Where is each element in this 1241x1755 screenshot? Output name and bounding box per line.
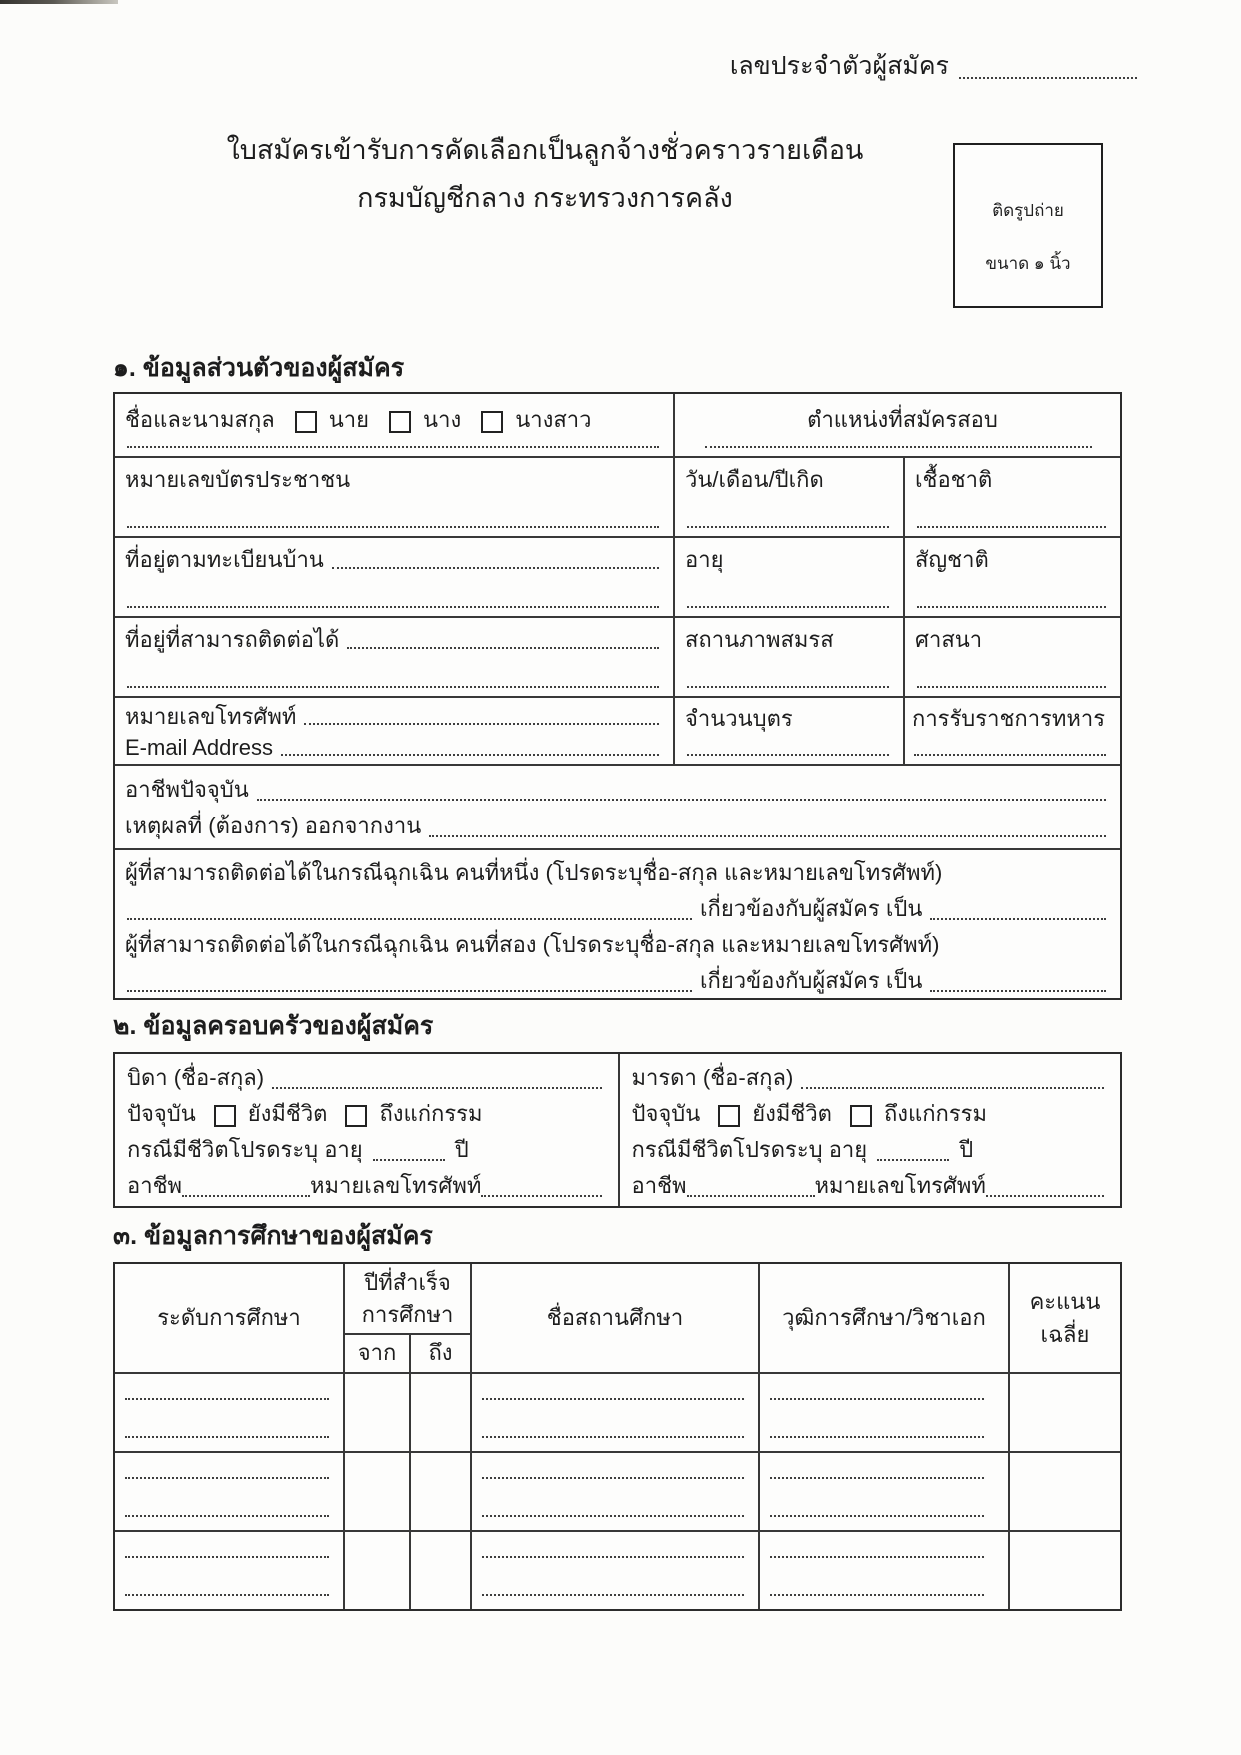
checkbox-miss[interactable]	[481, 411, 503, 433]
year-from-field[interactable]	[345, 1453, 409, 1530]
email-field[interactable]	[281, 754, 659, 756]
section1-heading: ๑. ข้อมูลส่วนตัวของผู้สมัคร	[113, 354, 405, 382]
father-deceased-checkbox[interactable]	[345, 1105, 367, 1127]
family-info-table	[113, 1052, 1122, 1208]
position-field[interactable]	[705, 446, 1092, 448]
applicant-number-line	[730, 46, 1137, 86]
relation2-field[interactable]	[930, 990, 1106, 992]
education-row	[115, 1451, 1120, 1530]
mother-status-label: ปัจจุบัน	[631, 1101, 701, 1126]
nationality-cell	[903, 538, 1120, 616]
birthdate-cell	[673, 458, 903, 536]
nationality-field[interactable]	[917, 606, 1106, 608]
table-row	[115, 536, 1120, 616]
form-title	[170, 126, 920, 222]
school-field[interactable]	[482, 1594, 744, 1596]
col-to-header: ถึง	[409, 1335, 470, 1372]
name-field[interactable]	[127, 446, 659, 448]
education-row	[115, 1530, 1120, 1609]
year-cell	[343, 1453, 470, 1530]
registered-address-field[interactable]	[332, 567, 659, 569]
age-field[interactable]	[687, 606, 889, 608]
col-level-header: ระดับการศึกษา	[157, 1304, 301, 1330]
father-phone-label: หมายเลขโทรศัพท์	[310, 1173, 482, 1198]
father-alive-label: ยังมีชีวิต	[247, 1101, 328, 1126]
education-body	[115, 1372, 1120, 1609]
marital-cell	[673, 618, 903, 696]
phone-field[interactable]	[304, 723, 659, 725]
race-label: เชื้อชาติ	[915, 467, 993, 492]
email-label: E-mail Address	[125, 735, 273, 760]
position-cell	[673, 394, 1120, 456]
personal-info-table	[113, 392, 1122, 1000]
level-field[interactable]	[125, 1515, 329, 1517]
contact-address-field[interactable]	[347, 647, 659, 649]
level-field[interactable]	[125, 1436, 329, 1438]
mother-alive-label: ยังมีชีวิต	[752, 1101, 832, 1126]
level-field[interactable]	[125, 1556, 329, 1558]
table-row	[115, 456, 1120, 536]
father-occupation-field[interactable]	[182, 1195, 310, 1197]
school-field[interactable]	[482, 1398, 744, 1400]
father-name-label: บิดา (ชื่อ-สกุล)	[127, 1065, 265, 1090]
contact-address-field-2[interactable]	[127, 686, 659, 688]
col-year-header	[343, 1264, 470, 1372]
level-field[interactable]	[125, 1477, 329, 1479]
year-from-field[interactable]	[345, 1532, 409, 1609]
military-field[interactable]	[914, 754, 1106, 756]
degree-cell	[758, 1532, 1008, 1609]
school-field[interactable]	[482, 1477, 744, 1479]
children-field[interactable]	[687, 754, 889, 756]
col-year-line2: การศึกษา	[361, 1301, 454, 1327]
degree-field[interactable]	[770, 1556, 984, 1558]
mother-phone-field[interactable]	[986, 1195, 1104, 1197]
mother-age-prefix: กรณีมีชีวิตโปรดระบุ อายุ	[631, 1137, 868, 1162]
mother-name-field[interactable]	[801, 1087, 1104, 1089]
year-cell	[343, 1532, 470, 1609]
section3-heading: ๓. ข้อมูลการศึกษาของผู้สมัคร	[113, 1222, 433, 1250]
registered-address-cell	[115, 538, 673, 616]
year-from-field[interactable]	[345, 1374, 409, 1451]
father-occupation-label: อาชีพ	[127, 1173, 182, 1198]
current-job-label: อาชีพปัจจุบัน	[125, 777, 249, 802]
religion-cell	[903, 618, 1120, 696]
relation1-field[interactable]	[930, 918, 1106, 920]
name-label: ชื่อและนามสกุล	[125, 407, 275, 432]
father-name-field[interactable]	[272, 1087, 601, 1089]
age-label: อายุ	[685, 547, 724, 572]
gpa-cell[interactable]	[1008, 1374, 1120, 1451]
mother-age-suffix: ปี	[959, 1137, 974, 1162]
level-field[interactable]	[125, 1398, 329, 1400]
emergency1-name-field[interactable]	[127, 918, 692, 920]
phone-label: หมายเลขโทรศัพท์	[125, 704, 297, 729]
year-cell	[343, 1374, 470, 1451]
emergency2-label: ผู้ที่สามารถติดต่อได้ในกรณีฉุกเฉิน คนที่สอง (โปรดระบุชื่อ-สกุล และหมายเลขโทรศัพท์)	[125, 932, 940, 957]
table-row	[115, 764, 1120, 848]
children-cell	[673, 698, 903, 764]
col-year-line1: ปีที่สำเร็จ	[364, 1269, 451, 1295]
children-label: จำนวนบุตร	[685, 706, 793, 731]
checkbox-mrs[interactable]	[389, 411, 411, 433]
nationality-label: สัญชาติ	[915, 547, 989, 572]
resign-reason-label: เหตุผลที่ (ต้องการ) ออกจากงาน	[125, 813, 422, 838]
school-cell	[470, 1374, 758, 1451]
scan-artifact	[0, 0, 118, 4]
contact-address-label: ที่อยู่ที่สามารถติดต่อได้	[125, 627, 340, 652]
current-job-field[interactable]	[257, 799, 1106, 801]
education-header-row	[115, 1264, 1120, 1372]
education-table	[113, 1262, 1122, 1611]
relation1-label: เกี่ยวข้องกับผู้สมัคร เป็น	[700, 896, 923, 921]
marital-field[interactable]	[687, 686, 889, 688]
mother-name-label: มารดา (ชื่อ-สกุล)	[631, 1065, 794, 1090]
emergency-contacts-cell	[115, 850, 1120, 998]
military-cell	[903, 698, 1120, 764]
age-cell	[673, 538, 903, 616]
name-cell	[115, 394, 673, 456]
col-from-header: จาก	[357, 1340, 397, 1366]
mother-age-field[interactable]	[877, 1159, 949, 1161]
applicant-number-label: เลขประจำตัวผู้สมัคร	[729, 52, 949, 80]
mother-alive-checkbox[interactable]	[718, 1105, 740, 1127]
level-cell	[115, 1453, 343, 1530]
birthdate-field[interactable]	[687, 526, 889, 528]
relation2-label: เกี่ยวข้องกับผู้สมัคร เป็น	[700, 968, 923, 993]
phone-email-cell	[115, 698, 673, 764]
degree-cell	[758, 1374, 1008, 1451]
table-row	[115, 394, 1120, 456]
photo-box-line1: ติดรูปถ่าย	[992, 201, 1064, 220]
education-row	[115, 1372, 1120, 1451]
title-mr-label: นาย	[328, 407, 370, 432]
id-card-field[interactable]	[127, 526, 659, 528]
school-field[interactable]	[482, 1556, 744, 1558]
father-age-field[interactable]	[373, 1159, 445, 1161]
col-school-header: ชื่อสถานศึกษา	[470, 1264, 758, 1372]
emergency1-label: ผู้ที่สามารถติดต่อได้ในกรณีฉุกเฉิน คนที่หนึ่ง (โปรดระบุชื่อ-สกุล และหมายเลขโทรศัพท์)	[125, 860, 943, 885]
emergency2-name-field[interactable]	[127, 990, 692, 992]
father-age-prefix: กรณีมีชีวิตโปรดระบุ อายุ	[127, 1137, 363, 1162]
school-cell	[470, 1532, 758, 1609]
father-status-label: ปัจจุบัน	[127, 1101, 196, 1126]
year-to-field[interactable]	[409, 1532, 470, 1609]
form-title-line2: กรมบัญชีกลาง กระทรวงการคลัง	[357, 183, 733, 214]
religion-label: ศาสนา	[915, 627, 983, 652]
mother-phone-label: หมายเลขโทรศัพท์	[814, 1173, 986, 1198]
degree-field[interactable]	[770, 1594, 984, 1596]
father-deceased-label: ถึงแก่กรรม	[379, 1101, 483, 1126]
col-gpa-line2: เฉลี่ย	[1040, 1322, 1090, 1347]
school-field[interactable]	[482, 1515, 744, 1517]
school-cell	[470, 1453, 758, 1530]
section2-heading: ๒. ข้อมูลครอบครัวของผู้สมัคร	[113, 1012, 434, 1040]
applicant-number-field[interactable]	[959, 77, 1137, 79]
race-cell	[903, 458, 1120, 536]
level-cell	[115, 1532, 343, 1609]
gpa-cell[interactable]	[1008, 1532, 1120, 1609]
table-row	[115, 696, 1120, 764]
degree-field[interactable]	[770, 1477, 984, 1479]
col-gpa-header	[1008, 1264, 1120, 1372]
race-field[interactable]	[917, 526, 1106, 528]
school-field[interactable]	[482, 1436, 744, 1438]
mother-occupation-field[interactable]	[687, 1195, 815, 1197]
mother-deceased-label: ถึงแก่กรรม	[883, 1101, 987, 1126]
father-cell	[115, 1054, 618, 1206]
year-to-field[interactable]	[409, 1374, 470, 1451]
contact-address-cell	[115, 618, 673, 696]
title-miss-label: นางสาว	[515, 407, 592, 432]
form-title-line1: ใบสมัครเข้ารับการคัดเลือกเป็นลูกจ้างชั่วคราวรายเดือน	[226, 135, 864, 165]
occupation-cell	[115, 766, 1120, 848]
degree-cell	[758, 1453, 1008, 1530]
military-label: การรับราชการทหาร	[912, 706, 1106, 731]
degree-field[interactable]	[770, 1515, 984, 1517]
religion-field[interactable]	[917, 686, 1106, 688]
marital-label: สถานภาพสมรส	[685, 627, 834, 652]
birthdate-label: วัน/เดือน/ปีเกิด	[685, 467, 824, 492]
col-degree-header: วุฒิการศึกษา/วิชาเอก	[758, 1264, 1008, 1372]
photo-box-line2: ขนาด ๑ นิ้ว	[985, 254, 1071, 273]
degree-field[interactable]	[770, 1436, 984, 1438]
mother-deceased-checkbox[interactable]	[850, 1105, 872, 1127]
father-alive-checkbox[interactable]	[214, 1105, 236, 1127]
resign-reason-field[interactable]	[429, 835, 1106, 837]
photo-attach-box[interactable]	[953, 143, 1103, 308]
mother-occupation-label: อาชีพ	[631, 1173, 687, 1198]
col-gpa-line1: คะแนน	[1029, 1289, 1101, 1314]
level-cell	[115, 1374, 343, 1451]
checkbox-mr[interactable]	[295, 411, 317, 433]
degree-field[interactable]	[770, 1398, 984, 1400]
id-card-cell	[115, 458, 673, 536]
table-row	[115, 616, 1120, 696]
gpa-cell[interactable]	[1008, 1453, 1120, 1530]
level-field[interactable]	[125, 1594, 329, 1596]
position-label: ตำแหน่งที่สมัครสอบ	[807, 407, 998, 432]
table-row	[115, 848, 1120, 998]
registered-address-field-2[interactable]	[127, 606, 659, 608]
year-to-field[interactable]	[409, 1453, 470, 1530]
father-phone-field[interactable]	[481, 1195, 601, 1197]
mother-cell	[618, 1054, 1121, 1206]
id-card-label: หมายเลขบัตรประชาชน	[125, 467, 351, 492]
father-age-suffix: ปี	[454, 1137, 469, 1162]
registered-address-label: ที่อยู่ตามทะเบียนบ้าน	[125, 547, 324, 572]
title-mrs-label: นาง	[423, 407, 462, 432]
